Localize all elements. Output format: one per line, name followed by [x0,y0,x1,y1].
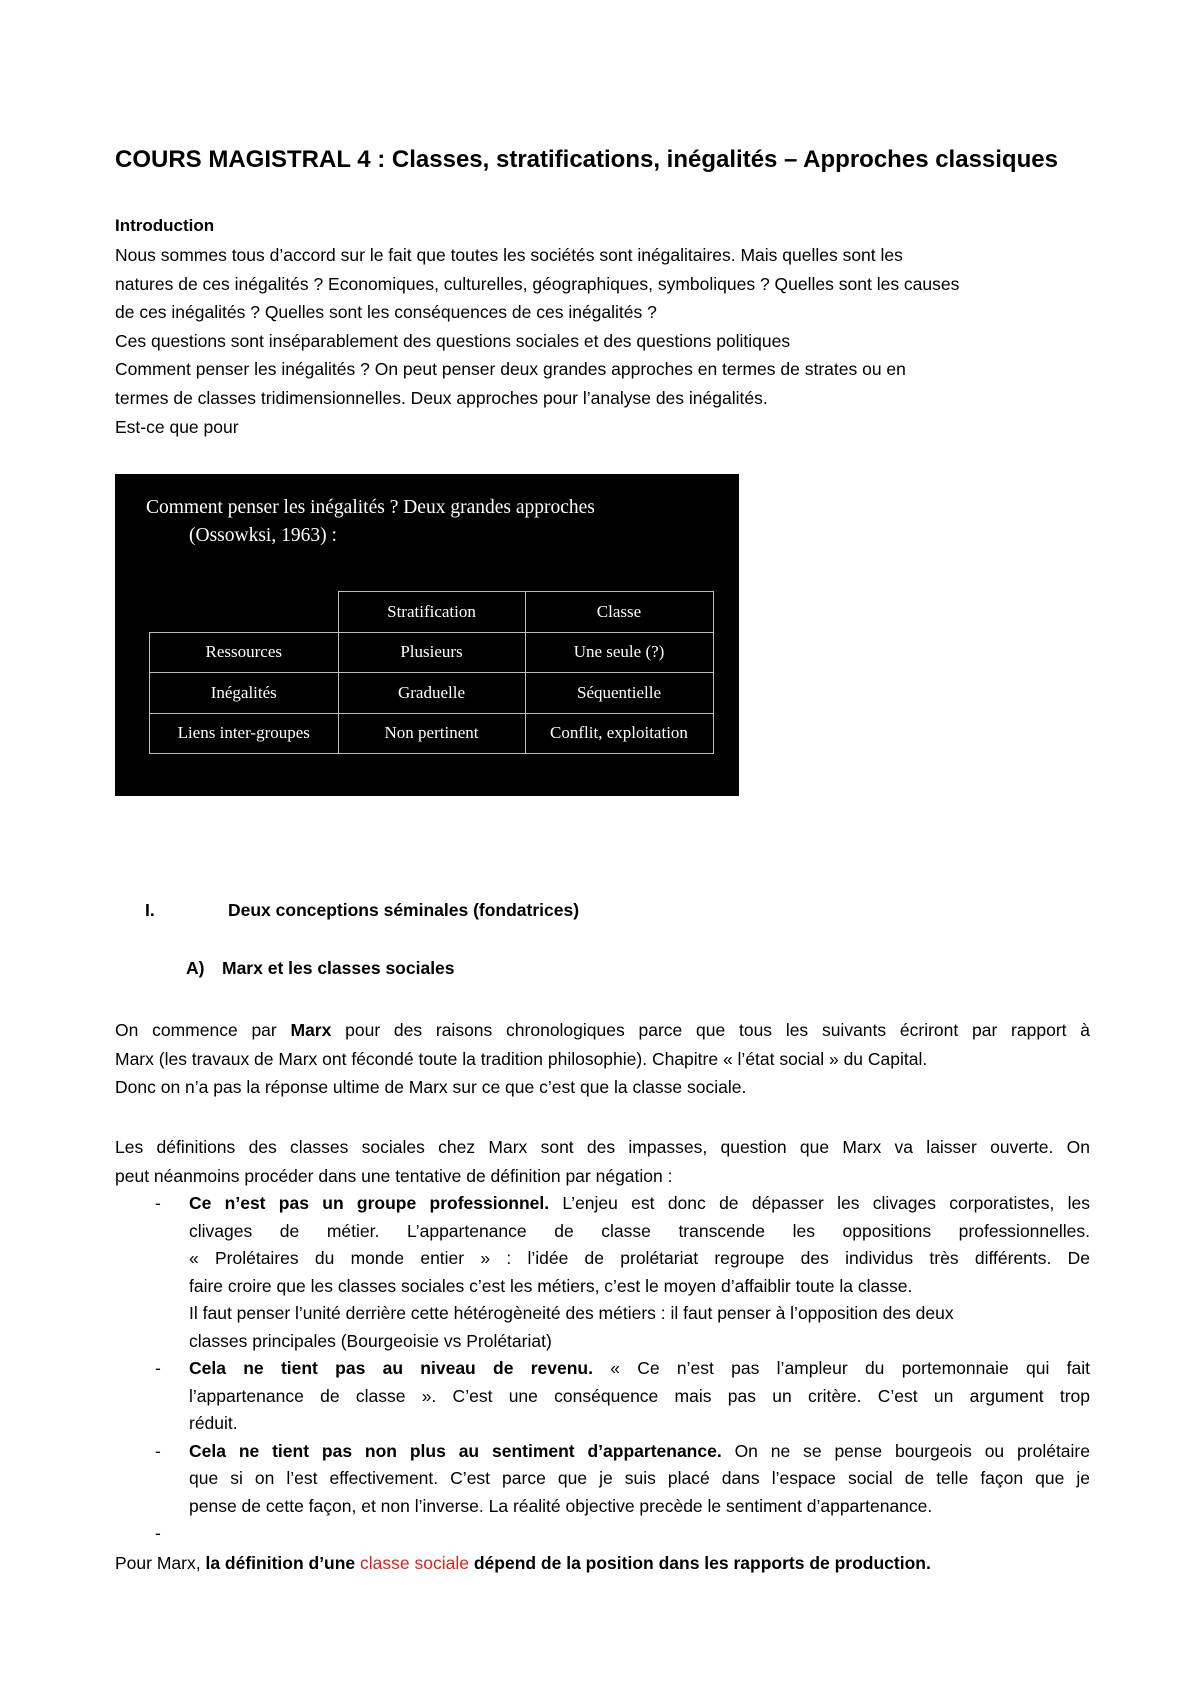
section-number: I. [145,900,155,920]
slide-title [146,494,726,550]
introduction-text [115,241,1075,441]
marx-bold: Marx [290,1020,332,1040]
bullet-line: classes principales (Bourgeoisie vs Prolétariat) [189,1330,552,1351]
introduction-line: Comment penser les inégalités ? On peut penser deux grandes approches en termes de strates ou en [115,359,906,380]
introduction-line: natures de ces inégalités ? Economiques, culturelles, géographiques, symboliques ? Quelles sont les causes [115,273,960,294]
table-header-cell: Stratification [338,592,525,633]
paragraph-line: peut néanmoins procéder dans une tentative de définition par négation : [115,1165,673,1186]
bullet-line: réduit. [189,1413,238,1433]
introduction-line: Nous sommes tous d’accord sur le fait que toutes les sociétés sont inégalitaires. Mais quelles sont les [115,245,903,265]
text-span: pour des raisons chronologiques parce que tous les suivants écriront par rapport à [331,1020,1090,1040]
table-header-row [150,592,714,633]
bullet-dash: - [155,1358,161,1378]
table-cell: Conflit, exploitation [525,713,713,754]
subsection-title: Marx et les classes sociales [222,958,455,978]
introduction-line: termes de classes tridimensionnelles. Deux approches pour l’analyse des inégalités. [115,387,768,408]
bullet-line: Il faut penser l’unité derrière cette hétérogèneité des métiers : il faut penser à l’opposition des deux [189,1303,954,1323]
bullet-line [189,1190,1090,1218]
table-row [150,713,714,754]
slide-title-line2: (Ossowksi, 1963) : [189,525,337,546]
subsection-heading-a [186,958,455,979]
paragraph-line: Les définitions des classes sociales chez Marx sont des impasses, question que Marx va laisser ouverte. On [115,1137,1090,1157]
subsection-letter: A) [186,958,205,978]
bullet-line: pense de cette façon, et non l’inverse. La réalité objective precède le sentiment d’appartenance. [189,1495,933,1516]
table-cell: Ressources [150,632,339,673]
conclusion-sentence [115,1553,931,1574]
introduction-line: Est-ce que pour [115,416,239,437]
text-span: Pour Marx, [115,1553,206,1573]
table-header-cell [150,592,339,633]
paragraph-line: Donc on n’a pas la réponse ultime de Marx sur ce que c’est que la classe sociale. [115,1077,747,1098]
list-item [115,1355,1090,1438]
bullet-bold: Cela ne tient pas au niveau de revenu. [189,1358,593,1378]
bullet-line [189,1355,1090,1383]
paragraph-line [115,1016,1090,1045]
bullet-line: « Prolétaires du monde entier » : l’idée de prolétariat regroupe des individus très différents. De [189,1248,1090,1268]
slide-title-line1: Comment penser les inégalités ? Deux grandes approches [146,497,595,518]
text-span: On ne se pense bourgeois ou prolétaire [721,1440,1090,1461]
bullet-bold: Cela ne tient pas non plus au sentiment d’appartenance. [189,1440,722,1461]
text-bold: la définition d’une [205,1553,361,1573]
bullet-line: l’appartenance de classe ». C’est une conséquence mais pas un critère. C’est un argument trop [189,1385,1090,1406]
bullet-line [189,1520,1090,1548]
table-header-cell: Classe [525,592,713,633]
section-title: Deux conceptions séminales (fondatrices) [228,900,580,920]
table-cell: Graduelle [338,673,525,714]
table-cell: Plusieurs [338,632,525,673]
introduction-heading: Introduction [115,216,215,235]
list-item-empty [115,1520,1090,1548]
bullet-bold: Ce n’est pas un groupe professionnel. [189,1193,550,1213]
bullet-line: clivages de métier. L’appartenance de classe transcende les oppositions professionnelles. [189,1220,1090,1241]
paragraph-definitions [115,1133,1090,1190]
table-row [150,632,714,673]
list-item [115,1190,1090,1355]
text-bold: dépend de la position dans les rapports de production. [468,1553,931,1573]
comparison-table [149,591,714,754]
introduction-line: de ces inégalités ? Quelles sont les conséquences de ces inégalités ? [115,302,657,323]
list-item [115,1438,1090,1521]
bullet-list [115,1190,1090,1548]
table-cell: Une seule (?) [525,632,713,673]
bullet-dash: - [155,1523,161,1543]
table-cell: Inégalités [150,673,339,714]
introduction-line: Ces questions sont inséparablement des questions sociales et des questions politiques [115,330,791,351]
section-heading-1 [145,900,579,921]
embedded-slide-image [115,474,739,796]
bullet-line: que si on l’est effectivement. C’est parce que je suis placé dans l’espace social de telle façon que je [189,1468,1090,1488]
table-cell: Liens inter-groupes [150,713,339,754]
table-row [150,673,714,714]
table-cell: Séquentielle [525,673,713,714]
bullet-line [189,1438,1090,1466]
text-span: « Ce n’est pas l’ampleur du portemonnaie qui fait [592,1358,1090,1378]
bullet-line: faire croire que les classes sociales c’est les métiers, c’est le moyen d’affaiblir toute la classe. [189,1275,913,1296]
text-span: On commence par [115,1020,291,1040]
paragraph-marx-intro [115,1016,1090,1102]
table-cell: Non pertinent [338,713,525,754]
paragraph-line: Marx (les travaux de Marx ont fécondé toute la tradition philosophie). Chapitre « l’état social » du Capital. [115,1048,928,1069]
page-title: COURS MAGISTRAL 4 : Classes, stratifications, inégalités – Approches classiques [115,146,1058,173]
highlighted-term: classe sociale [360,1553,469,1573]
bullet-dash: - [155,1193,161,1213]
text-span: L’enjeu est donc de dépasser les clivages corporatistes, les [549,1193,1090,1213]
bullet-dash: - [155,1440,161,1461]
